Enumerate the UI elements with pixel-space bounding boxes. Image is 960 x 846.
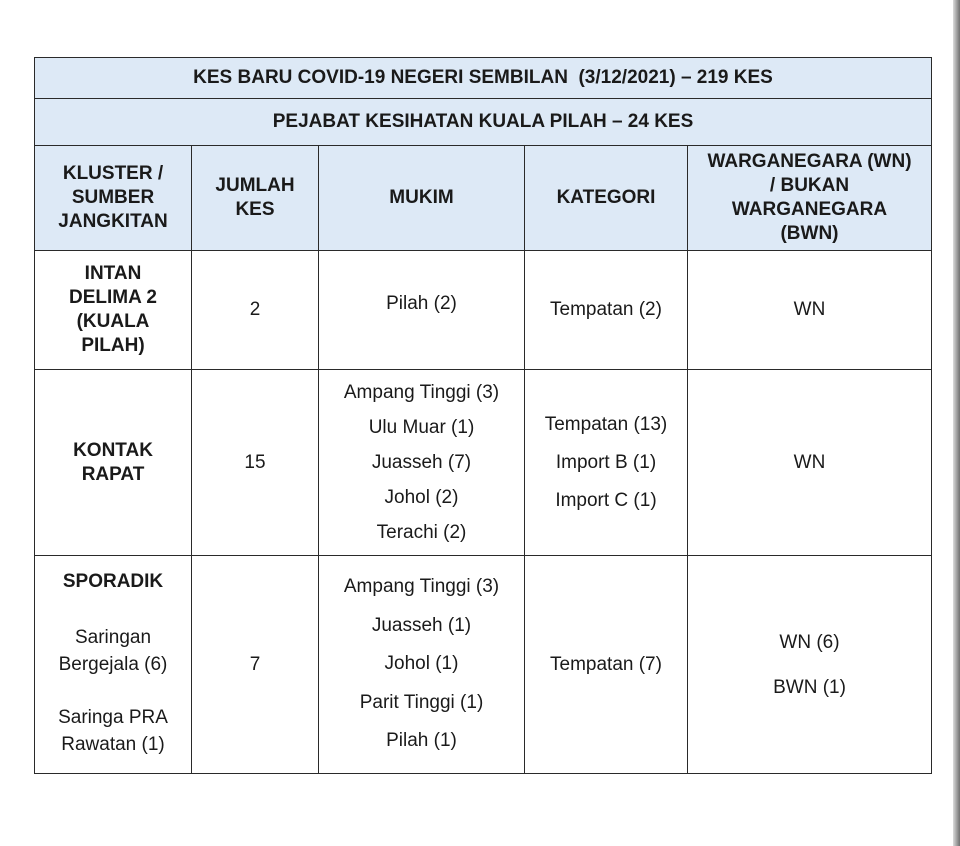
category-cell	[525, 556, 688, 774]
covid-cases-table	[34, 57, 932, 774]
header-mukim: MUKIM	[319, 146, 525, 251]
header-cluster	[35, 146, 192, 251]
table-row	[35, 556, 932, 774]
total-cases-cell: 2	[192, 251, 319, 370]
header-citizenship-line: / BUKAN	[769, 175, 850, 196]
cluster-line: INTAN	[84, 263, 142, 284]
mukim-item: Johol (2)	[384, 487, 459, 508]
office-title: PEJABAT KESIHATAN KUALA PILAH – 24 KES	[35, 99, 932, 146]
header-total	[192, 146, 319, 251]
column-header-row	[35, 146, 932, 251]
header-category: KATEGORI	[525, 146, 688, 251]
office-row	[35, 99, 932, 146]
cluster-cell	[35, 556, 192, 774]
cluster-source-line: Saringan	[74, 627, 152, 648]
citizenship-cell	[688, 556, 932, 774]
category-item: Import B (1)	[555, 451, 657, 473]
cluster-line: RAPAT	[81, 463, 145, 485]
cluster-source-item	[39, 704, 187, 758]
cluster-source-line: Saringa PRA	[58, 707, 168, 728]
category-item: Tempatan (13)	[544, 413, 668, 435]
citizenship-item: WN (6)	[779, 631, 840, 653]
cluster-line: (KUALA	[76, 311, 150, 332]
citizenship-cell	[688, 251, 932, 370]
mukim-item: Johol (1)	[384, 653, 459, 675]
category-cell	[525, 251, 688, 370]
header-cluster-line: KLUSTER /	[62, 163, 164, 184]
total-cases-cell: 15	[192, 370, 319, 556]
mukim-item: Pilah (2)	[386, 293, 457, 314]
header-total-line: KES	[235, 199, 275, 220]
cluster-source-line: Bergejala (6)	[58, 654, 168, 675]
page-edge-shadow	[953, 0, 960, 846]
citizenship-cell	[688, 370, 932, 556]
cluster-cell	[35, 370, 192, 556]
mukim-item: Ampang Tinggi (3)	[343, 382, 500, 403]
header-total-line: JUMLAH	[215, 175, 295, 196]
mukim-item: Terachi (2)	[376, 522, 467, 543]
total-cases-cell: 7	[192, 556, 319, 774]
mukim-item: Pilah (1)	[386, 730, 457, 752]
header-citizenship	[688, 146, 932, 251]
category-item: Tempatan (7)	[550, 653, 662, 675]
mukim-item: Juasseh (7)	[371, 452, 472, 473]
cluster-title: SPORADIK	[62, 571, 164, 592]
mukim-item: Ulu Muar (1)	[368, 417, 475, 438]
category-item: Tempatan (2)	[550, 299, 662, 320]
table-row	[35, 251, 932, 370]
category-cell	[525, 370, 688, 556]
cluster-line: KONTAK	[73, 439, 153, 461]
header-citizenship-line: WARGANEGARA	[731, 199, 888, 220]
cluster-source-line: Rawatan (1)	[61, 734, 165, 755]
spacer	[39, 678, 187, 704]
header-citizenship-line: (BWN)	[780, 223, 839, 244]
header-cluster-line: SUMBER	[71, 187, 155, 208]
citizenship-item: WN	[793, 451, 826, 473]
mukim-item: Juasseh (1)	[371, 614, 472, 636]
category-item: Import C (1)	[555, 489, 657, 511]
table-title-row	[35, 58, 932, 99]
table-title: KES BARU COVID-19 NEGERI SEMBILAN (3/12/2021) – 219 KES	[35, 58, 932, 99]
cluster-line: DELIMA 2	[69, 287, 157, 308]
mukim-cell	[319, 370, 525, 556]
table-row	[35, 370, 932, 556]
mukim-cell	[319, 556, 525, 774]
cluster-line: PILAH)	[81, 335, 145, 356]
header-cluster-line: JANGKITAN	[58, 211, 168, 232]
citizenship-item: WN	[793, 299, 826, 320]
mukim-item: Ampang Tinggi (3)	[343, 576, 500, 598]
header-citizenship-line: WARGANEGARA (WN)	[707, 151, 912, 172]
cluster-cell	[35, 251, 192, 370]
mukim-cell	[319, 251, 525, 370]
mukim-item: Parit Tinggi (1)	[359, 691, 484, 713]
citizenship-item: BWN (1)	[773, 676, 846, 698]
cluster-source-item	[39, 624, 187, 678]
